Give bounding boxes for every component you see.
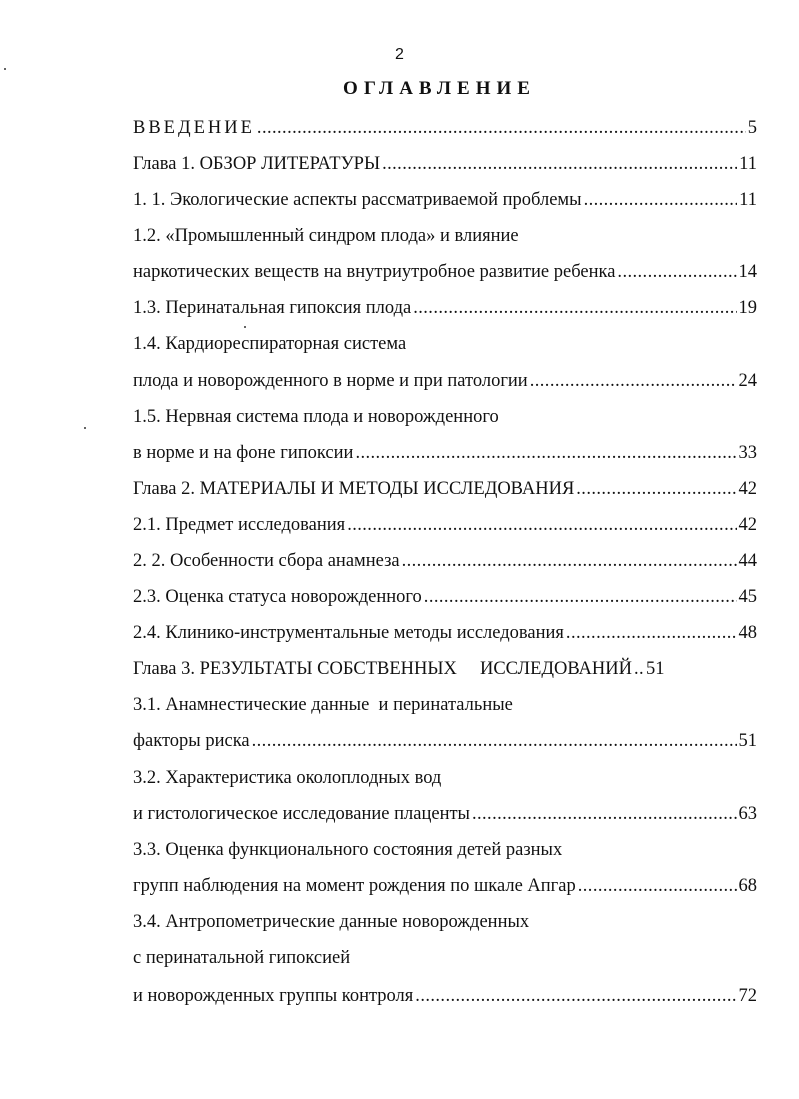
toc-page: 24 xyxy=(738,371,757,391)
toc-text: Глава 2. МАТЕРИАЛЫ И МЕТОДЫ ИССЛЕДОВАНИЯ xyxy=(133,479,575,499)
toc-line xyxy=(133,114,757,142)
scan-speck xyxy=(4,68,6,70)
toc-dots xyxy=(578,872,737,900)
toc-text: наркотических веществ на внутриутробное развитие ребенка xyxy=(133,262,616,282)
toc-dots xyxy=(584,186,738,214)
toc-page: 42 xyxy=(738,479,757,499)
scan-speck xyxy=(244,326,246,328)
toc-text: факторы риска xyxy=(133,731,250,751)
toc-dots xyxy=(413,294,736,322)
toc-page: 5 xyxy=(747,118,757,138)
toc-text: и гистологическое исследование плаценты xyxy=(133,804,470,824)
toc-page: 63 xyxy=(738,804,757,824)
scan-speck xyxy=(84,427,86,429)
toc-page: 11 xyxy=(739,154,757,174)
toc-page: 51 xyxy=(646,659,665,679)
toc-text: 1.5. Нервная система плода и новорожденного xyxy=(133,407,499,427)
toc-line xyxy=(133,619,757,647)
toc-text: Глава 1. ОБЗОР ЛИТЕРАТУРЫ xyxy=(133,154,381,174)
toc-page: 72 xyxy=(738,986,757,1006)
toc-text: 2.3. Оценка статуса новорожденного xyxy=(133,587,422,607)
toc-page: 14 xyxy=(738,262,757,282)
toc-dots xyxy=(257,114,746,142)
toc-page: 45 xyxy=(738,587,757,607)
toc-line xyxy=(133,222,519,250)
toc-dots xyxy=(530,367,737,395)
toc-line xyxy=(133,764,441,792)
toc-dots xyxy=(576,475,736,503)
toc-line xyxy=(133,908,529,936)
toc-dots xyxy=(402,547,737,575)
toc-text: 3.3. Оценка функционального состояния детей разных xyxy=(133,840,563,860)
toc-text: с перинатальной гипоксией xyxy=(133,948,351,968)
toc-text: в норме и на фоне гипоксии xyxy=(133,443,354,463)
toc-text: 3.2. Характеристика околоплодных вод xyxy=(133,768,442,788)
toc-text: 1.2. «Промышленный синдром плода» и влияние xyxy=(133,226,519,246)
toc-line xyxy=(133,439,757,467)
toc-text: групп наблюдения на момент рождения по шкале Апгар xyxy=(133,876,576,896)
toc-text: 3.1. Анамнестические данные и перинатальные xyxy=(133,695,513,715)
toc-text: и новорожденных группы контроля xyxy=(133,986,414,1006)
toc-line xyxy=(133,403,499,431)
toc-line xyxy=(133,475,757,503)
toc-line xyxy=(133,186,757,214)
toc-dots xyxy=(252,727,737,755)
toc-text: Глава 3. РЕЗУЛЬТАТЫ СОБСТВЕННЫХ ИССЛЕДОВАНИЙ xyxy=(133,659,632,679)
page-number: 2 xyxy=(395,46,404,63)
toc-text: 2. 2. Особенности сбора анамнеза xyxy=(133,551,400,571)
toc-line xyxy=(133,982,757,1010)
toc-line xyxy=(133,691,513,719)
toc-page: 44 xyxy=(738,551,757,571)
toc-dots xyxy=(634,655,644,683)
toc-dots xyxy=(424,583,737,611)
toc-page: 11 xyxy=(739,190,757,210)
toc-dots xyxy=(617,258,736,286)
toc-text: 1.3. Перинатальная гипоксия плода xyxy=(133,298,412,318)
toc-line xyxy=(133,294,757,322)
toc-page: 33 xyxy=(738,443,757,463)
toc-dots xyxy=(415,982,736,1010)
toc-page: 42 xyxy=(738,515,757,535)
toc-line xyxy=(133,367,757,395)
toc-page: 19 xyxy=(738,298,757,318)
toc-line xyxy=(133,330,406,358)
toc-line xyxy=(133,258,757,286)
toc-line xyxy=(133,655,757,683)
toc-line xyxy=(133,944,350,972)
toc-line xyxy=(133,727,757,755)
toc-text: 2.1. Предмет исследования xyxy=(133,515,346,535)
toc-line xyxy=(133,547,757,575)
toc-dots xyxy=(472,800,737,828)
toc-dots xyxy=(347,511,736,539)
toc-text: 2.4. Клинико-инструментальные методы исследования xyxy=(133,623,564,643)
toc-text: 3.4. Антропометрические данные новорожденных xyxy=(133,912,530,932)
toc-line xyxy=(133,150,757,178)
page-title: ОГЛАВЛЕНИЕ xyxy=(343,78,536,99)
toc-dots xyxy=(382,150,737,178)
toc-line xyxy=(133,583,757,611)
toc-line xyxy=(133,872,757,900)
toc-page: 68 xyxy=(738,876,757,896)
toc-page: 51 xyxy=(738,731,757,751)
toc-line xyxy=(133,511,757,539)
toc-text: ВВЕДЕНИЕ xyxy=(133,118,255,138)
toc-text: 1.4. Кардиореспираторная система xyxy=(133,334,407,354)
toc-dots xyxy=(355,439,736,467)
toc-text: плода и новорожденного в норме и при патологии xyxy=(133,371,528,391)
toc-line xyxy=(133,800,757,828)
toc-dots xyxy=(566,619,737,647)
toc-page: 48 xyxy=(738,623,757,643)
toc-text: 1. 1. Экологические аспекты рассматриваемой проблемы xyxy=(133,190,582,210)
toc-line xyxy=(133,836,562,864)
